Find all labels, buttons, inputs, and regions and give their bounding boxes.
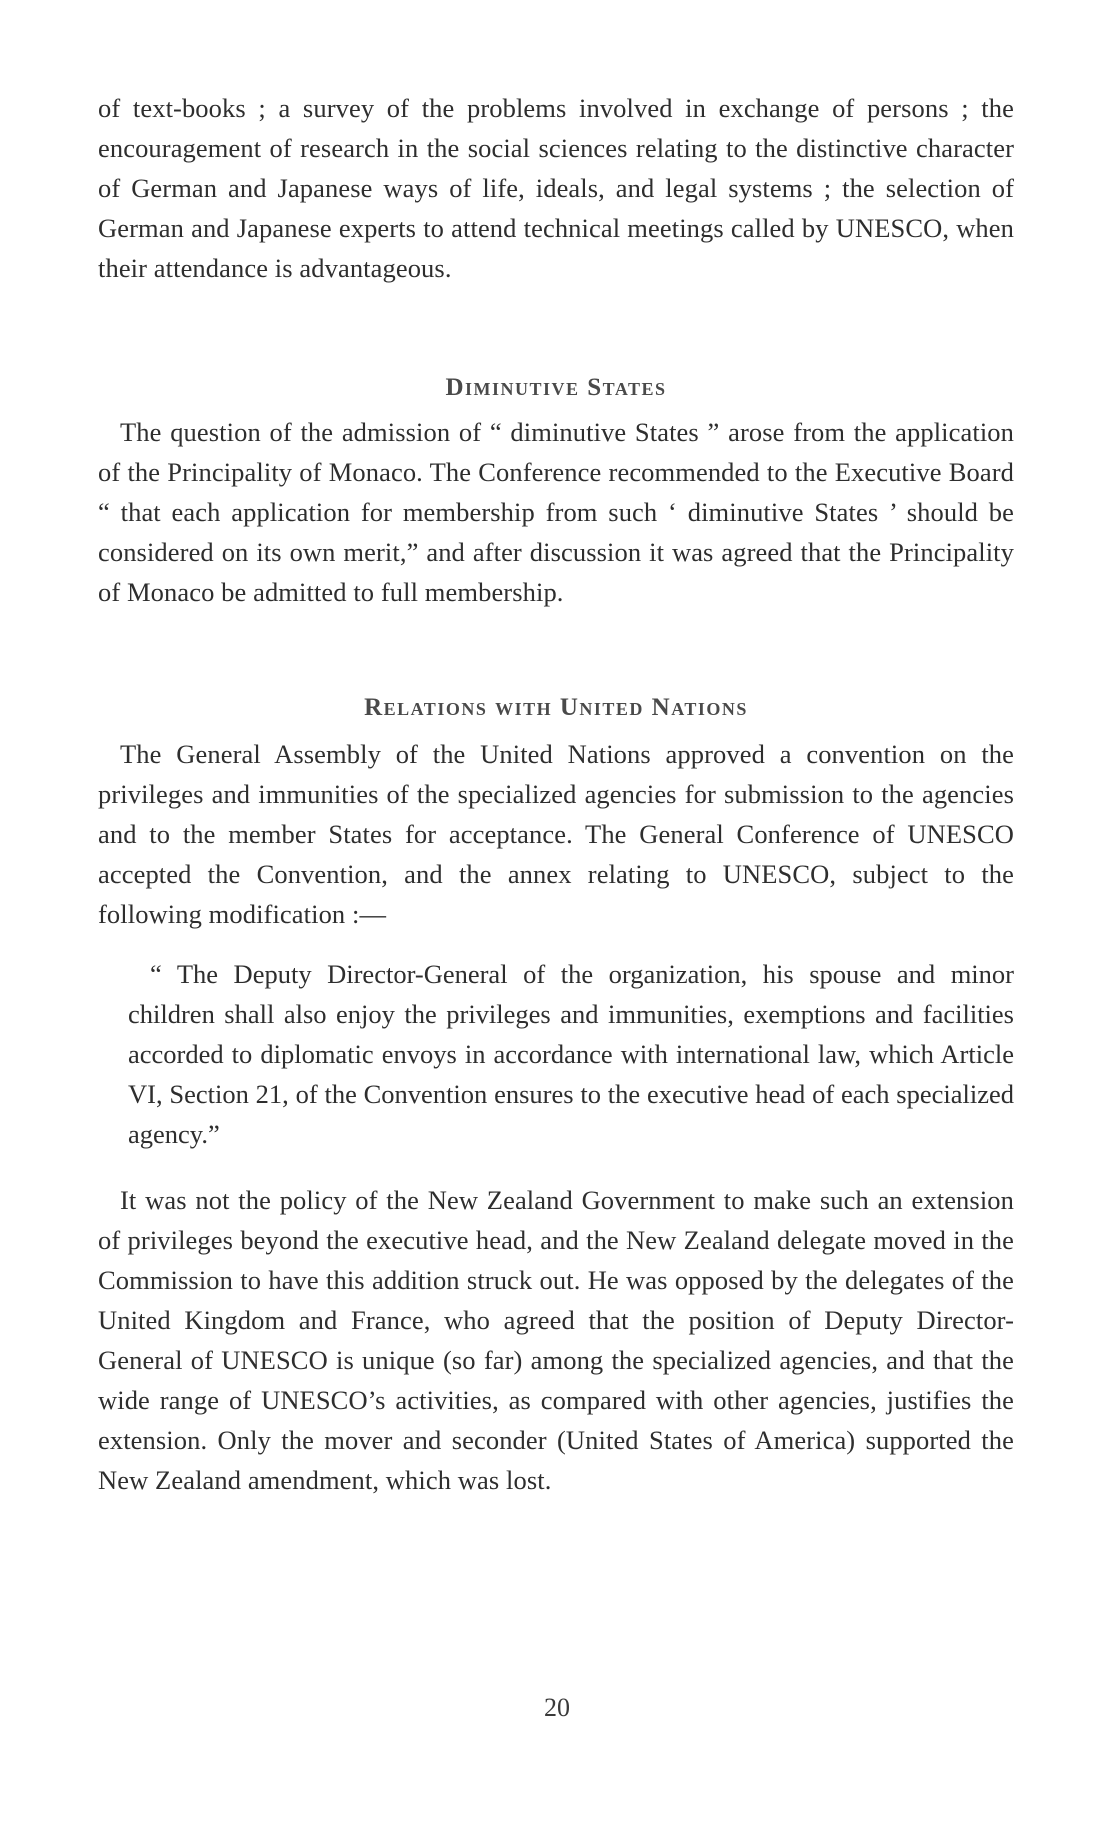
paragraph-diminutive-states: The question of the admission of “ diminutive States ” arose from the application of the Principality of Monaco. The Conference recommended to the Executive Board “ that each application for membership from such ‘ diminutive States ’ should be considered on its own merit,” and after discussion it was agreed that the Principality of Monaco be admitted to full membership. (98, 417, 1014, 607)
heading-diminutive-states: Diminutive States (445, 374, 667, 401)
page-body (98, 88, 1014, 1500)
quotation-deputy-director: “ The Deputy Director-General of the organization, his spouse and minor children shall also enjoy the privileges and immunities, exemptions and facilities accorded to diplomatic envoys in accordance with international law, which Article VI, Section 21, of the Convention ensures to the executive head of each specialized agency.” (128, 959, 1014, 1149)
page-number: 20 (544, 1693, 570, 1722)
paragraph-new-zealand-policy: It was not the policy of the New Zealand Government to make such an extension of privileges beyond the executive head, and the New Zealand delegate moved in the Commission to have this addition struck out. He was opposed by the delegates of the United Kingdom and France, who agreed that the position of Deputy Director-General of UNESCO is unique (so far) among the specialized agencies, and that the wide range of UNESCO’s activities, as compared with other agencies, justifies the extension. Only the mover and seconder (United States of America) supported the New Zealand amendment, which was lost. (98, 1185, 1014, 1495)
paragraph-textbooks: of text-books ; a survey of the problems involved in exchange of persons ; the encouragement of research in the social sciences relating to the distinctive character of German and Japanese ways of life, ideals, and legal systems ; the selection of German and Japanese experts to attend technical meetings called by UNESCO, when their attendance is advantageous. (98, 93, 1014, 283)
heading-relations-united-nations: Relations with United Nations (364, 694, 748, 721)
paragraph-convention: The General Assembly of the United Nations approved a convention on the privileges and immunities of the specialized agencies for submission to the agencies and to the member States for acceptance. The General Conference of UNESCO accepted the Convention, and the annex relating to UNESCO, subject to the following modification :— (98, 739, 1014, 929)
